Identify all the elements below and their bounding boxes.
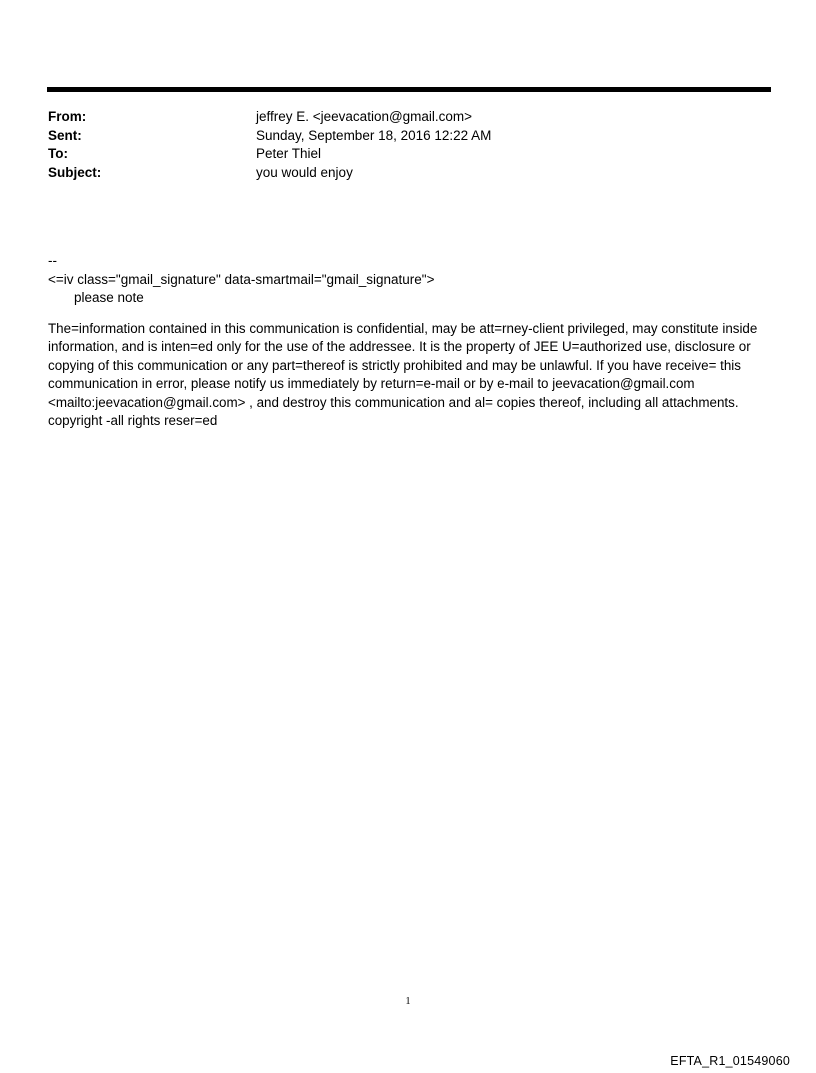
document-id: EFTA_R1_01549060: [670, 1054, 790, 1068]
signature-note: please note: [74, 290, 144, 305]
sent-value: Sunday, September 18, 2016 12:22 AM: [256, 127, 492, 143]
subject-label: Subject:: [48, 164, 102, 180]
signature-separator: --: [48, 253, 57, 268]
header-row-from: [48, 108, 768, 127]
to-value: Peter Thiel: [256, 146, 322, 161]
header-row-sent: [48, 127, 768, 146]
header-row-subject: [48, 164, 768, 183]
sent-label: Sent:: [48, 127, 82, 143]
header-row-to: [48, 145, 768, 164]
confidentiality-disclaimer: The=information contained in this communication is confidential, may be att=rney-client privileged, may constitute inside information, and is inten=ed only for the use of the addressee. It is the property of JEE U=authorized use, disclosure or copying of this communication or any part=thereof is strictly prohibited and may be unlawful. If you have receive= this communication in error, please notify us immediately by return=e-mail or by e-mail to jeevacation@gmail.com <mailto:jeevacation@gmail.com> , and destroy this communication and al= copies thereof, including all attachments. copyright -all rights reser=ed: [48, 320, 758, 428]
from-label: From:: [48, 109, 87, 124]
subject-value: you would enjoy: [256, 164, 353, 180]
email-header: [48, 108, 768, 182]
signature-markup-text: <=iv class="gmail_signature" data-smartmail="gmail_signature">: [48, 271, 435, 287]
from-value: jeffrey E. <jeevacation@gmail.com>: [256, 109, 473, 124]
to-label: To:: [48, 146, 68, 161]
page-number: 1: [405, 996, 411, 1007]
header-divider: [47, 87, 771, 92]
email-body: [48, 252, 764, 431]
